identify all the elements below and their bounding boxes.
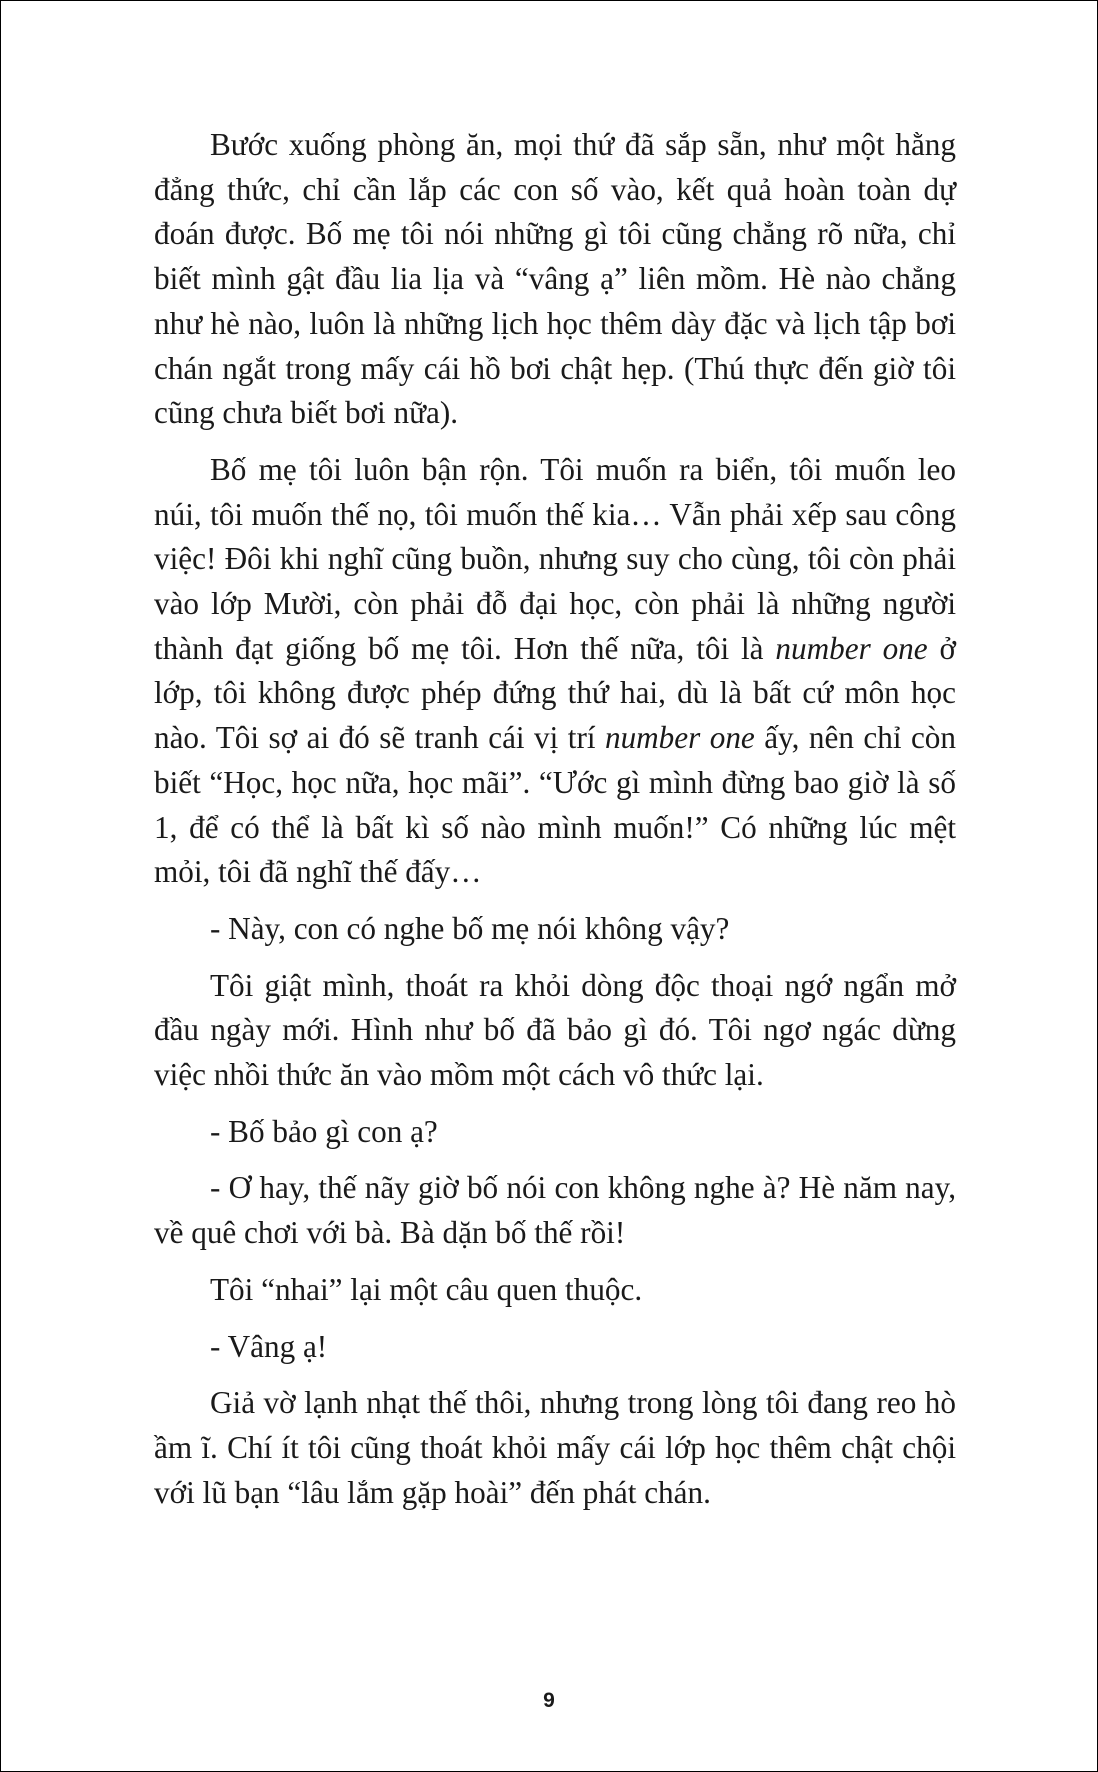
dialogue-line: - Ơ hay, thế nãy giờ bố nói con không nghe à? Hè năm nay, về quê chơi với bà. Bà dặn bố thế rồi! <box>154 1170 956 1251</box>
paragraph-7 <box>154 1268 956 1313</box>
paragraph-text: Tôi giật mình, thoát ra khỏi dòng độc thoại ngớ ngẩn mở đầu ngày mới. Hình như bố đã bảo gì đó. Tôi ngơ ngác dừng việc nhồi thức ăn vào mồm một cách vô thức lại. <box>154 967 956 1093</box>
paragraph-5 <box>154 1110 956 1155</box>
paragraph-4 <box>154 964 956 1098</box>
paragraph-text: ở lớp, tôi không được phép đứng thứ hai, dù là bất cứ môn học nào. Tôi sợ ai đó sẽ tranh cái vị trí <box>154 630 956 756</box>
paragraph-text: ấy, nên chỉ còn biết “Học, học nữa, học mãi”. “Ước gì mình đừng bao giờ là số 1, để có thể là bất kì số nào mình muốn!” Có những lúc mệt mỏi, tôi đã nghĩ thế đấy… <box>154 720 956 890</box>
paragraph-text: Tôi “nhai” lại một câu quen thuộc. <box>210 1271 643 1307</box>
paragraph-2 <box>154 448 956 895</box>
dialogue-line: - Vâng ạ! <box>210 1328 328 1364</box>
body-text <box>154 123 956 1515</box>
paragraph-3 <box>154 907 956 952</box>
paragraph-text: Bố mẹ tôi luôn bận rộn. Tôi muốn ra biển, tôi muốn leo núi, tôi muốn thế nọ, tôi muốn thế kia… Vẫn phải xếp sau công việc! Đôi khi nghĩ cũng buồn, nhưng suy cho cùng, tôi còn phải vào lớp Mười, còn phải đỗ đại học, còn phải là những người thành đạt giống bố mẹ tôi. Hơn thế nữa, tôi là <box>154 451 956 666</box>
dialogue-line: - Bố bảo gì con ạ? <box>210 1113 438 1149</box>
italic-phrase: number one <box>775 630 928 666</box>
dialogue-line: - Này, con có nghe bố mẹ nói không vậy? <box>210 910 730 946</box>
page-number: 9 <box>543 1689 555 1712</box>
paragraph-8 <box>154 1325 956 1370</box>
paragraph-text: Bước xuống phòng ăn, mọi thứ đã sắp sẵn, như một hằng đẳng thức, chỉ cần lắp các con số vào, kết quả hoàn toàn dự đoán được. Bố mẹ tôi nói những gì tôi cũng chẳng rõ nữa, chỉ biết mình gật đầu lia lịa và “vâng ạ” liên mồm. Hè nào chẳng như hè nào, luôn là những lịch học thêm dày đặc và lịch tập bơi chán ngắt trong mấy cái hồ bơi chật hẹp. (Thú thực đến giờ tôi cũng chưa biết bơi nữa). <box>154 127 956 431</box>
italic-phrase: number one <box>604 720 755 756</box>
paragraph-text: Giả vờ lạnh nhạt thế thôi, nhưng trong lòng tôi đang reo hò ầm ĩ. Chí ít tôi cũng thoát khỏi mấy cái lớp học thêm chật chội với lũ bạn “lâu lắm gặp hoài” đến phát chán. <box>154 1385 956 1510</box>
paragraph-1 <box>154 123 956 436</box>
paragraph-9 <box>154 1381 956 1515</box>
paragraph-6 <box>154 1166 956 1255</box>
